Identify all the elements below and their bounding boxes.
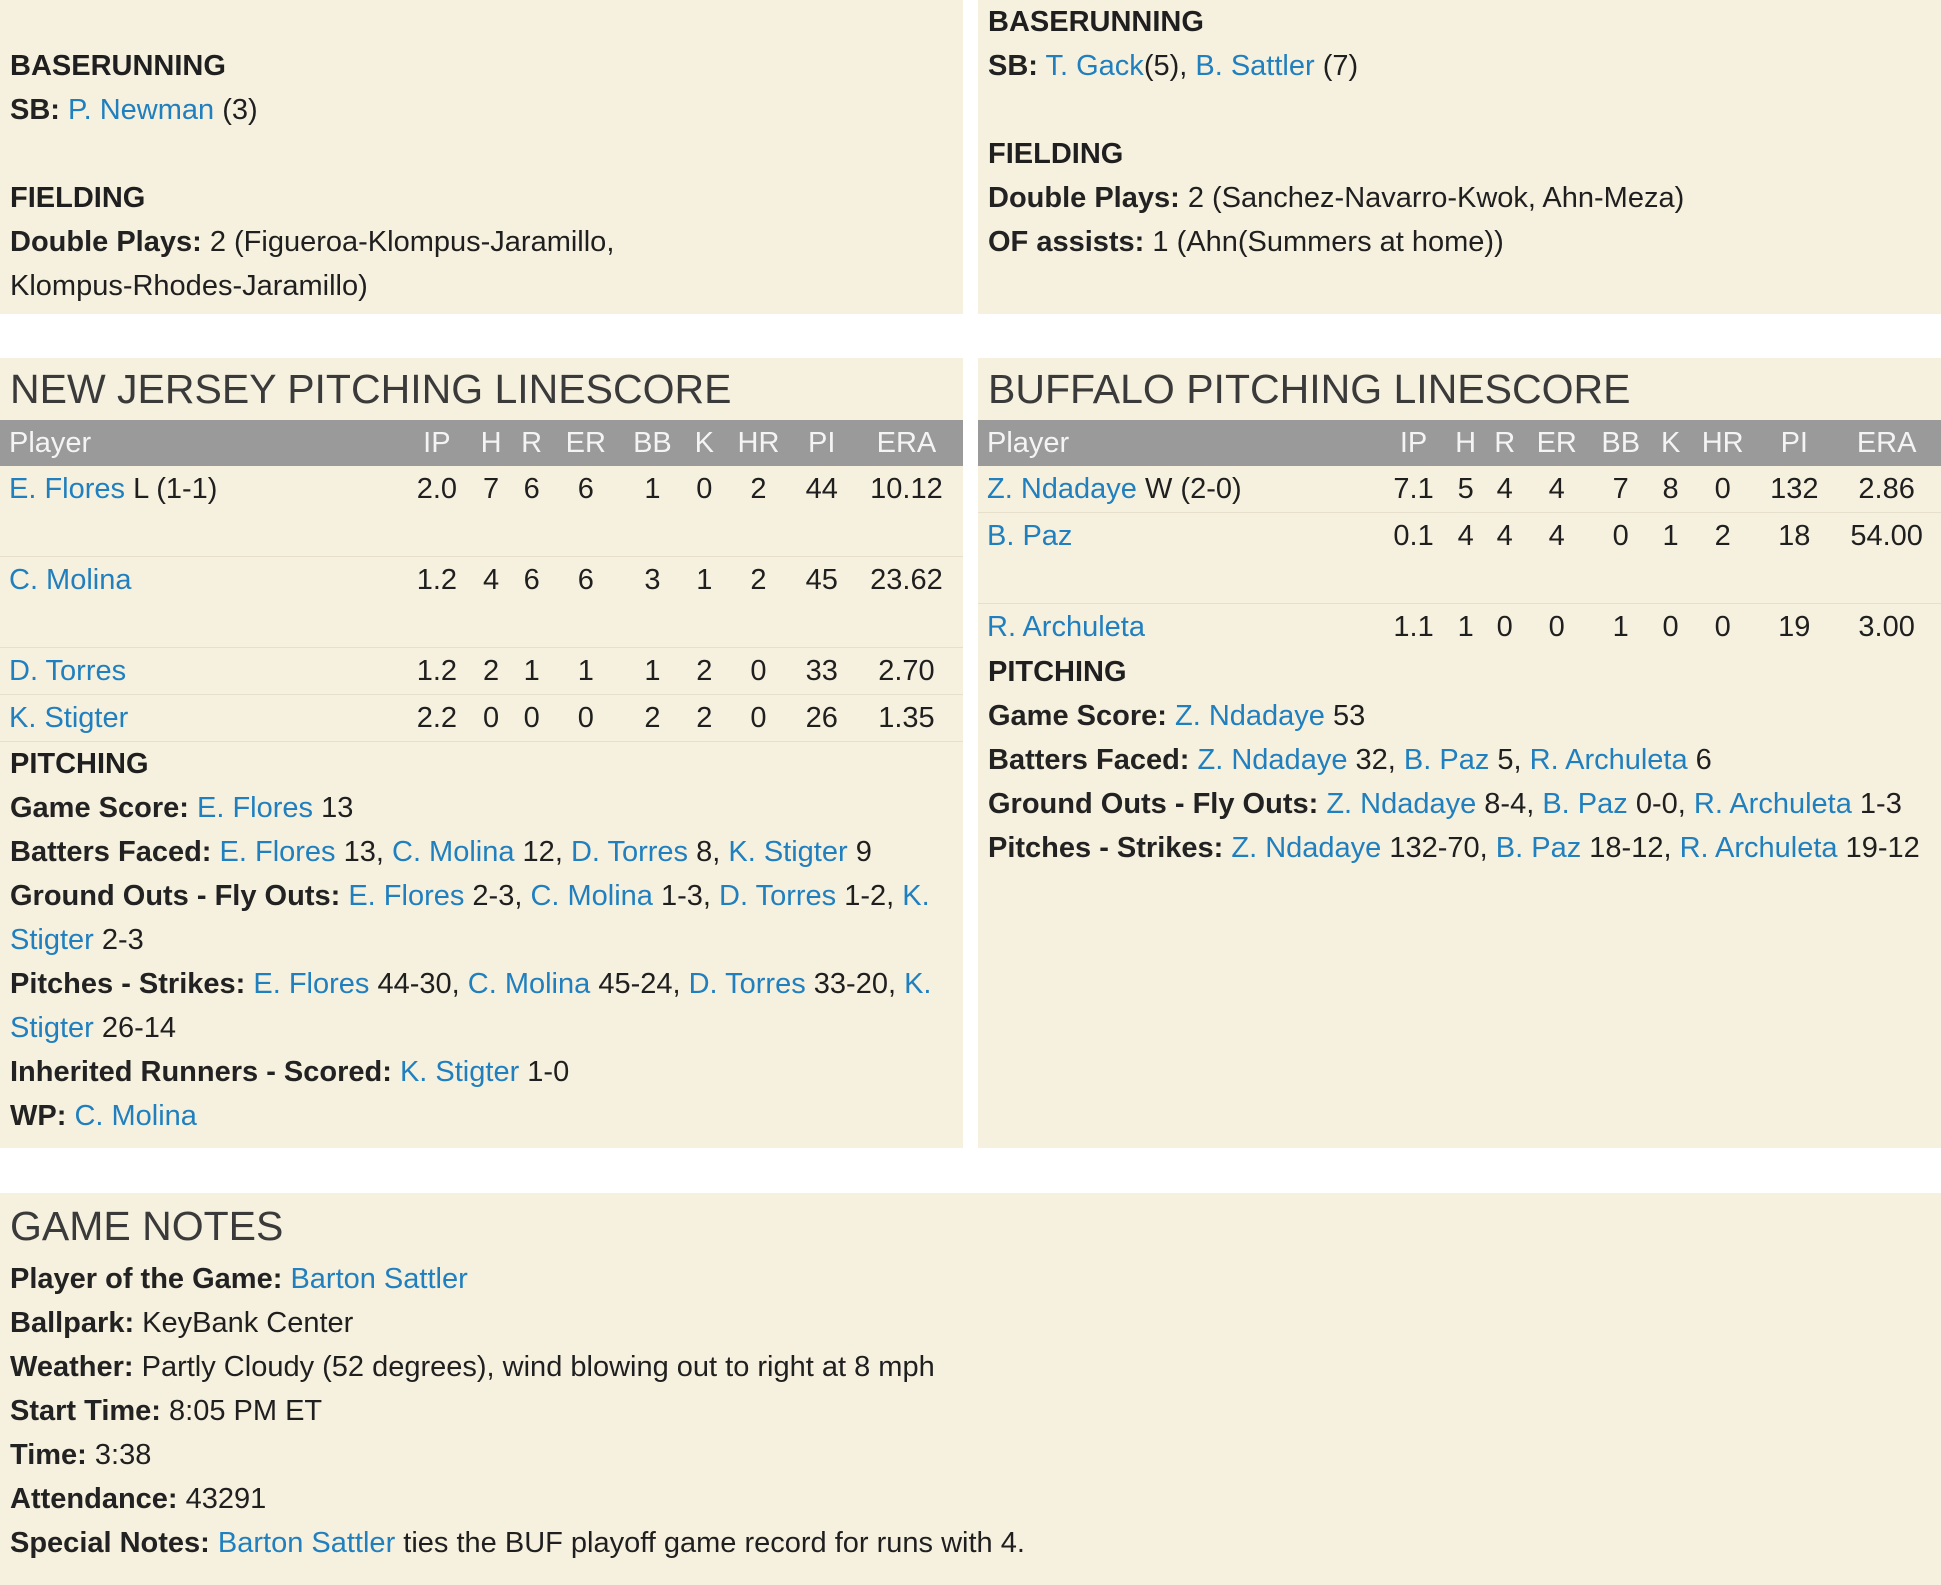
- stat-cell: 6: [511, 557, 552, 648]
- table-row: [0, 557, 963, 648]
- stat-cell: 1: [685, 557, 723, 648]
- nj-fielding-header: FIELDING: [10, 182, 146, 214]
- player-link[interactable]: K. Stigter: [399, 1056, 520, 1088]
- player-link[interactable]: D. Torres: [570, 836, 689, 868]
- stat-cell: 4: [471, 557, 512, 648]
- col-header-ip: IP: [403, 420, 471, 466]
- stat-cell: 1: [620, 466, 685, 557]
- stat-cell: 44: [793, 466, 849, 557]
- player-cell: [0, 557, 403, 648]
- player-link[interactable]: B. Sattler: [1195, 50, 1315, 82]
- player-link[interactable]: R. Archuleta: [1693, 788, 1852, 820]
- stat-value: 45-24,: [590, 968, 689, 1000]
- stat-cell: 2: [724, 557, 794, 648]
- col-header-player: Player: [0, 420, 403, 466]
- player-link[interactable]: Z. Ndadaye: [1197, 744, 1348, 776]
- attendance-label: Attendance:: [10, 1483, 178, 1515]
- player-link[interactable]: Z. Ndadaye: [1326, 788, 1477, 820]
- col-header-pi: PI: [1756, 420, 1832, 466]
- stat-cell: 2.70: [850, 648, 963, 695]
- stat-cell: 23.62: [850, 557, 963, 648]
- buf-pitching-panel: [978, 358, 1941, 1148]
- ballpark-line: [10, 1301, 1931, 1345]
- player-cell: [978, 466, 1381, 513]
- special-notes-label: Special Notes:: [10, 1527, 210, 1559]
- nj-pitching-panel: [0, 358, 963, 1148]
- buf-groundouts-flyouts-line: [988, 782, 1931, 826]
- stat-cell: 4: [1524, 466, 1589, 513]
- stat-cell: 8: [1652, 466, 1689, 513]
- wild-pitch-label: WP:: [10, 1100, 67, 1132]
- batters-faced-label: Batters Faced:: [10, 836, 212, 868]
- player-link[interactable]: K. Stigter: [10, 968, 932, 1044]
- stat-cell: 7: [471, 466, 512, 557]
- player-cell: [0, 648, 403, 695]
- col-header-bb: BB: [620, 420, 685, 466]
- player-cell: [978, 604, 1381, 651]
- buf-dp-label: Double Plays:: [988, 182, 1180, 214]
- stat-cell: 1.35: [850, 695, 963, 742]
- col-header-h: H: [1446, 420, 1485, 466]
- nj-pitching-notes: [0, 742, 963, 1138]
- player-link[interactable]: P. Newman: [68, 94, 215, 126]
- buf-of-line: [988, 220, 1931, 264]
- stat-cell: 6: [511, 466, 552, 557]
- stat-cell: 0: [724, 648, 794, 695]
- stat-cell: 26: [793, 695, 849, 742]
- stat-cell: 33: [793, 648, 849, 695]
- stat-cell: 0: [1589, 513, 1652, 604]
- attendance-value: 43291: [177, 1483, 267, 1515]
- inherited-runners-label: Inherited Runners - Scored:: [10, 1056, 392, 1088]
- buf-sb-line: [988, 44, 1931, 88]
- buf-baserunning-header: BASERUNNING: [988, 6, 1204, 38]
- special-notes-line: [10, 1521, 1931, 1565]
- stat-cell: 0.1: [1381, 513, 1446, 604]
- player-of-game-line: [10, 1257, 1931, 1301]
- stat-cell: 1.1: [1393, 611, 1434, 643]
- nj-batters-faced-line: [10, 830, 953, 874]
- stat-cell: 1: [620, 648, 685, 695]
- buf-pitching-header: PITCHING: [988, 656, 1127, 688]
- stat-cell: 3.00: [1858, 611, 1915, 643]
- col-header-era: ERA: [850, 420, 963, 466]
- buf-game-score-line: [988, 694, 1931, 738]
- nj-sb-label: SB:: [10, 94, 60, 126]
- player-link[interactable]: R. Archuleta: [1529, 744, 1688, 776]
- stat-value: 0-0,: [1627, 788, 1694, 820]
- player-cell: [0, 466, 403, 557]
- time-label: Time:: [10, 1439, 87, 1471]
- player-link[interactable]: E. Flores: [9, 473, 126, 505]
- buf-fielding-header: FIELDING: [988, 138, 1124, 170]
- player-link[interactable]: D. Torres: [719, 880, 837, 912]
- stat-value: 8,: [688, 836, 729, 868]
- stat-value: 44-30,: [369, 968, 468, 1000]
- stat-cell: 1: [1457, 611, 1474, 643]
- buf-baserunning-fielding-panel: [978, 0, 1941, 314]
- stat-cell: 0: [685, 466, 723, 557]
- stat-cell: 0: [1662, 611, 1679, 643]
- stat-value: 53: [1324, 700, 1366, 732]
- player-link[interactable]: Z. Ndadaye: [1231, 832, 1382, 864]
- table-row: [0, 695, 963, 742]
- stat-cell: 19: [1778, 611, 1811, 643]
- nj-sb-line: [10, 88, 953, 132]
- col-header-h: H: [471, 420, 512, 466]
- stat-cell: 7.1: [1381, 466, 1446, 513]
- nj-dp-line-2: Klompus-Rhodes-Jaramillo): [10, 270, 368, 302]
- nj-groundouts-flyouts-line: [10, 874, 953, 962]
- player-link[interactable]: C. Molina: [530, 880, 653, 912]
- col-header-era: ERA: [1832, 420, 1941, 466]
- game-notes-title: GAME NOTES: [10, 1203, 284, 1249]
- decision: L (1-1): [133, 473, 218, 505]
- stat-value: 1-2,: [836, 880, 903, 912]
- stat-cell: 6: [552, 557, 620, 648]
- nj-baserunning-fielding-panel: [0, 0, 963, 314]
- time-line: [10, 1433, 1931, 1477]
- nj-inherited-runners-line: [10, 1050, 953, 1094]
- player-cell: [978, 513, 1381, 604]
- nj-pitching-table: [0, 420, 963, 742]
- stat-cell: 0: [1689, 466, 1756, 513]
- player-link[interactable]: Barton Sattler: [290, 1263, 468, 1295]
- player-link[interactable]: Barton Sattler: [217, 1527, 396, 1559]
- start-time-line: [10, 1389, 1931, 1433]
- buf-pitching-notes: [978, 650, 1941, 870]
- stat-cell: 54.00: [1832, 513, 1941, 604]
- player-link[interactable]: Z. Ndadaye: [987, 473, 1137, 505]
- weather-label: Weather:: [10, 1351, 134, 1383]
- stat-cell: 5: [1446, 466, 1485, 513]
- game-notes-list: [10, 1257, 1931, 1565]
- stat-cell: 3: [620, 557, 685, 648]
- start-time-value: 8:05 PM ET: [160, 1395, 323, 1427]
- time-value: 3:38: [86, 1439, 152, 1471]
- table-row: [978, 604, 1941, 651]
- stat-cell: 4: [1446, 513, 1485, 604]
- buf-dp-line: [988, 176, 1931, 220]
- player-link[interactable]: K. Stigter: [10, 880, 930, 956]
- game-score-label: Game Score:: [10, 792, 189, 824]
- stat-cell: 0: [471, 695, 512, 742]
- ballpark-value: KeyBank Center: [134, 1307, 354, 1339]
- stat-cell: 2.2: [403, 695, 471, 742]
- stat-value: 1-3: [1851, 788, 1902, 820]
- stat-cell: 1.2: [403, 557, 471, 648]
- stat-cell: 2: [620, 695, 685, 742]
- stat-value: 18-12,: [1581, 832, 1680, 864]
- pitches-strikes-label: Pitches - Strikes:: [10, 968, 246, 1000]
- player-link[interactable]: R. Archuleta: [987, 611, 1145, 643]
- weather-line: [10, 1345, 1931, 1389]
- table-header-row: [0, 420, 963, 466]
- table-row: [978, 466, 1941, 513]
- stat-cell: 2: [471, 648, 512, 695]
- batters-faced-label: Batters Faced:: [988, 744, 1190, 776]
- stat-cell: 18: [1756, 513, 1832, 604]
- stat-value: 33-20,: [805, 968, 905, 1000]
- col-header-er: ER: [552, 420, 620, 466]
- buf-pitching-title: BUFFALO PITCHING LINESCORE: [988, 366, 1631, 412]
- nj-game-score-line: [10, 786, 953, 830]
- col-header-k: K: [685, 420, 723, 466]
- table-row: [978, 513, 1941, 604]
- stat-value: 8-4,: [1476, 788, 1543, 820]
- player-link[interactable]: C. Molina: [74, 1100, 197, 1132]
- stat-cell: 6: [552, 466, 620, 557]
- player-link[interactable]: E. Flores: [348, 880, 465, 912]
- stat-cell: 4: [1485, 513, 1524, 604]
- nj-sb-count: (3): [222, 94, 258, 126]
- table-header-row: [978, 420, 1941, 466]
- weather-value: Partly Cloudy (52 degrees), wind blowing out to right at 8 mph: [133, 1351, 935, 1383]
- ballpark-label: Ballpark:: [10, 1307, 135, 1339]
- nj-baserunning-header: BASERUNNING: [10, 50, 226, 82]
- nj-pitching-header: PITCHING: [10, 748, 149, 780]
- player-link[interactable]: E. Flores: [219, 836, 336, 868]
- stat-value: 1-0: [519, 1056, 570, 1088]
- nj-pitches-strikes-line: [10, 962, 953, 1050]
- player-link[interactable]: C. Molina: [392, 836, 515, 868]
- groundouts-flyouts-label: Ground Outs - Fly Outs:: [988, 788, 1319, 820]
- nj-dp-label: Double Plays:: [10, 226, 202, 258]
- game-score-label: Game Score:: [988, 700, 1167, 732]
- buf-dp-value: 2 (Sanchez-Navarro-Kwok, Ahn-Meza): [1187, 182, 1685, 214]
- stat-cell: 2: [685, 695, 723, 742]
- stat-value: 1-3,: [652, 880, 720, 912]
- nj-pitching-title: NEW JERSEY PITCHING LINESCORE: [10, 366, 732, 412]
- nj-wild-pitch-line: [10, 1094, 953, 1138]
- stat-cell: 2: [1689, 513, 1756, 604]
- player-link[interactable]: K. Stigter: [9, 702, 129, 734]
- player-link[interactable]: B. Paz: [1495, 832, 1582, 864]
- player-link[interactable]: D. Torres: [688, 968, 806, 1000]
- buf-of-label: OF assists:: [988, 226, 1145, 258]
- stat-value: 132-70,: [1381, 832, 1496, 864]
- player-link[interactable]: B. Paz: [1542, 788, 1628, 820]
- nj-dp-value: 2 (Figueroa-Klompus-Jaramillo,: [209, 226, 615, 258]
- stat-cell: 1: [552, 648, 620, 695]
- stat-cell: 0: [724, 695, 794, 742]
- stat-cell: 0: [552, 695, 620, 742]
- col-header-k: K: [1652, 420, 1689, 466]
- col-header-hr: HR: [724, 420, 794, 466]
- attendance-line: [10, 1477, 1931, 1521]
- col-header-player: Player: [978, 420, 1381, 466]
- player-link[interactable]: E. Flores: [196, 792, 314, 824]
- player-cell: [0, 695, 403, 742]
- player-link[interactable]: R. Archuleta: [1679, 832, 1838, 864]
- col-header-r: R: [511, 420, 552, 466]
- stat-cell: 0: [511, 695, 552, 742]
- stat-cell: 4: [1524, 513, 1589, 604]
- stat-cell: 2.86: [1832, 466, 1941, 513]
- buf-pitches-strikes-line: [988, 826, 1931, 870]
- player-link[interactable]: E. Flores: [253, 968, 370, 1000]
- stat-value: 26-14: [93, 1012, 177, 1044]
- stat-cell: 132: [1756, 466, 1832, 513]
- stat-cell: 45: [793, 557, 849, 648]
- buf-sb-count: (5),: [1143, 50, 1196, 82]
- stat-cell: 2.0: [403, 466, 471, 557]
- player-link[interactable]: K. Stigter: [728, 836, 848, 868]
- col-header-bb: BB: [1589, 420, 1652, 466]
- stat-value: 9: [847, 836, 872, 868]
- decision: W (2-0): [1144, 473, 1242, 505]
- player-link[interactable]: B. Paz: [1403, 744, 1490, 776]
- buf-pitching-table: [978, 420, 1941, 650]
- buf-of-value: 1 (Ahn(Summers at home)): [1152, 226, 1504, 258]
- stat-cell: 1.2: [403, 648, 471, 695]
- table-row: [0, 648, 963, 695]
- special-notes-text: ties the BUF playoff game record for runs with 4.: [395, 1527, 1025, 1559]
- table-row: [0, 466, 963, 557]
- stat-cell: 7: [1589, 466, 1652, 513]
- col-header-pi: PI: [793, 420, 849, 466]
- stat-value: 12,: [514, 836, 571, 868]
- player-link[interactable]: T. Gack: [1045, 50, 1144, 82]
- col-header-er: ER: [1524, 420, 1589, 466]
- player-link[interactable]: C. Molina: [467, 968, 591, 1000]
- stat-value: 5,: [1489, 744, 1530, 776]
- stat-value: 32,: [1347, 744, 1404, 776]
- player-link[interactable]: B. Paz: [987, 520, 1073, 552]
- stat-cell: 2: [724, 466, 794, 557]
- player-link[interactable]: D. Torres: [9, 655, 127, 687]
- stat-cell: 10.12: [850, 466, 963, 557]
- pitches-strikes-label: Pitches - Strikes:: [988, 832, 1224, 864]
- col-header-r: R: [1485, 420, 1524, 466]
- player-link[interactable]: Z. Ndadaye: [1174, 700, 1325, 732]
- stat-cell: 0: [1714, 611, 1731, 643]
- col-header-hr: HR: [1689, 420, 1756, 466]
- col-header-ip: IP: [1381, 420, 1446, 466]
- player-link[interactable]: C. Molina: [9, 564, 132, 596]
- player-of-game-label: Player of the Game:: [10, 1263, 283, 1295]
- stat-value: 2-3,: [464, 880, 531, 912]
- stat-value: 13: [313, 792, 354, 824]
- stat-cell: 1: [1652, 513, 1689, 604]
- nj-dp-line: [10, 220, 953, 264]
- stat-cell: 0: [1548, 611, 1565, 643]
- start-time-label: Start Time:: [10, 1395, 161, 1427]
- groundouts-flyouts-label: Ground Outs - Fly Outs:: [10, 880, 341, 912]
- buf-batters-faced-line: [988, 738, 1931, 782]
- stat-cell: 4: [1485, 466, 1524, 513]
- stat-cell: 0: [1496, 611, 1513, 643]
- buf-sb-label: SB:: [988, 50, 1038, 82]
- stat-value: 2-3: [93, 924, 144, 956]
- stat-cell: 2: [685, 648, 723, 695]
- buf-sb-count: (7): [1322, 50, 1359, 82]
- stat-cell: 1: [511, 648, 552, 695]
- stat-value: 13,: [335, 836, 392, 868]
- game-notes-panel: [0, 1193, 1941, 1585]
- stat-cell: 1: [1612, 611, 1629, 643]
- stat-value: 6: [1687, 744, 1712, 776]
- stat-value: 19-12: [1837, 832, 1920, 864]
